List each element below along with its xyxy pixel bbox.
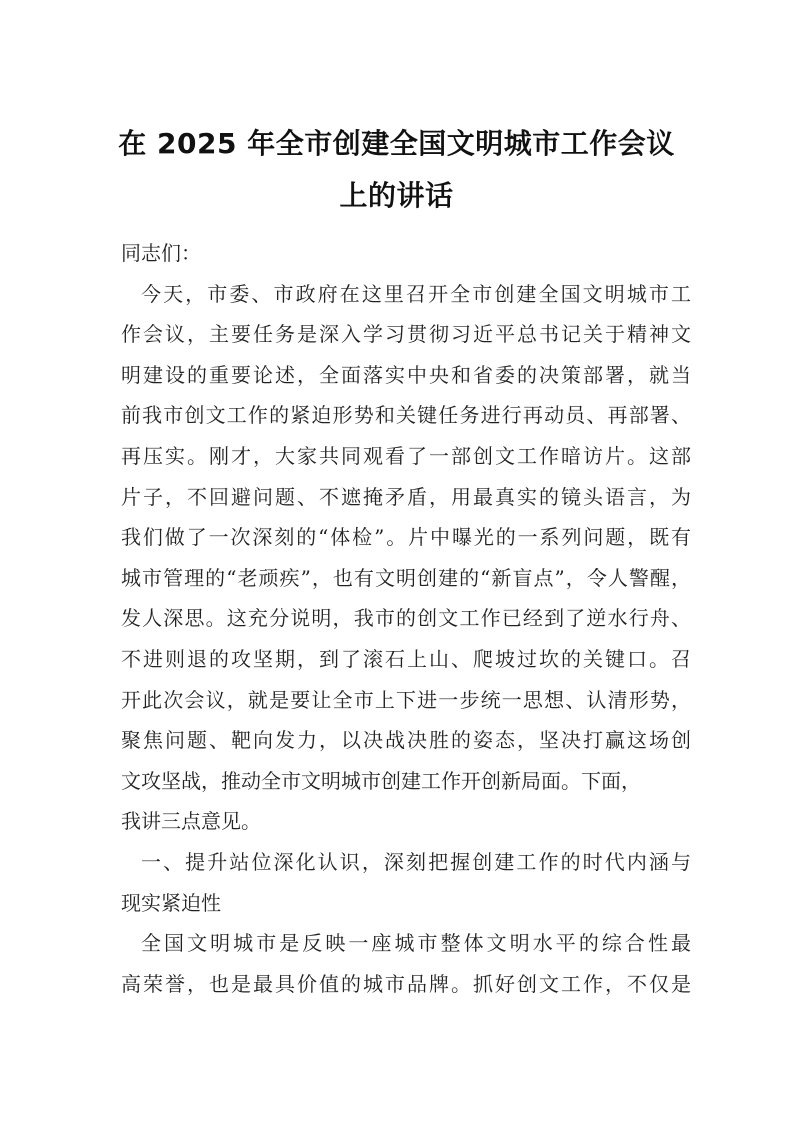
body-line: 今天，市委、市政府在这里召开全市创建全国文明城市工 (141, 281, 691, 306)
body-line: 作会议，主要任务是深入学习贯彻习近平总书记关于精神文 (121, 322, 691, 347)
body-line: 再压实。刚才，大家共同观看了一部创文工作暗访片。这部 (121, 443, 691, 468)
body-line: 我们做了一次深刻的“体检”。片中曝光的一系列问题，既有 (121, 525, 691, 550)
body-line: 城市管理的“老顽疾”，也有文明创建的“新盲点”，令人警醒， (121, 565, 691, 590)
salutation: 同志们： (121, 241, 201, 265)
body-line: 前我市创文工作的紧迫形势和关键任务进行再动员、再部署、 (121, 403, 691, 428)
section-heading-line: 现实紧迫性 (121, 890, 221, 915)
body-line: 不进则退的攻坚期，到了滚石上山、爬坡过坎的关键口。召 (121, 646, 691, 671)
body-line: 全国文明城市是反映一座城市整体文明水平的综合性最 (141, 931, 691, 956)
body-line: 高荣誉，也是最具价值的城市品牌。抓好创文工作，不仅是 (121, 971, 691, 996)
document-title-line-1: 在 2025 年全市创建全国文明城市工作会议 (118, 127, 675, 160)
body-line: 我讲三点意见。 (121, 809, 261, 834)
body-line: 明建设的重要论述，全面落实中央和省委的决策部署，就当 (121, 362, 691, 387)
body-line: 开此次会议，就是要让全市上下进一步统一思想、认清形势， (121, 687, 691, 712)
body-line: 发人深思。这充分说明，我市的创文工作已经到了逆水行舟、 (121, 606, 691, 631)
body-line: 聚焦问题、靶向发力，以决战决胜的姿态，坚决打赢这场创 (121, 728, 691, 753)
body-line: 文攻坚战，推动全市文明城市创建工作开创新局面。下面， (121, 768, 641, 793)
document-title-line-2: 上的讲话 (339, 179, 454, 212)
section-heading-line: 一、提升站位深化认识，深刻把握创建工作的时代内涵与 (141, 849, 691, 874)
body-line: 片子，不回避问题、不遮掩矛盾，用最真实的镜头语言，为 (121, 484, 691, 509)
speech-body (121, 233, 691, 1004)
